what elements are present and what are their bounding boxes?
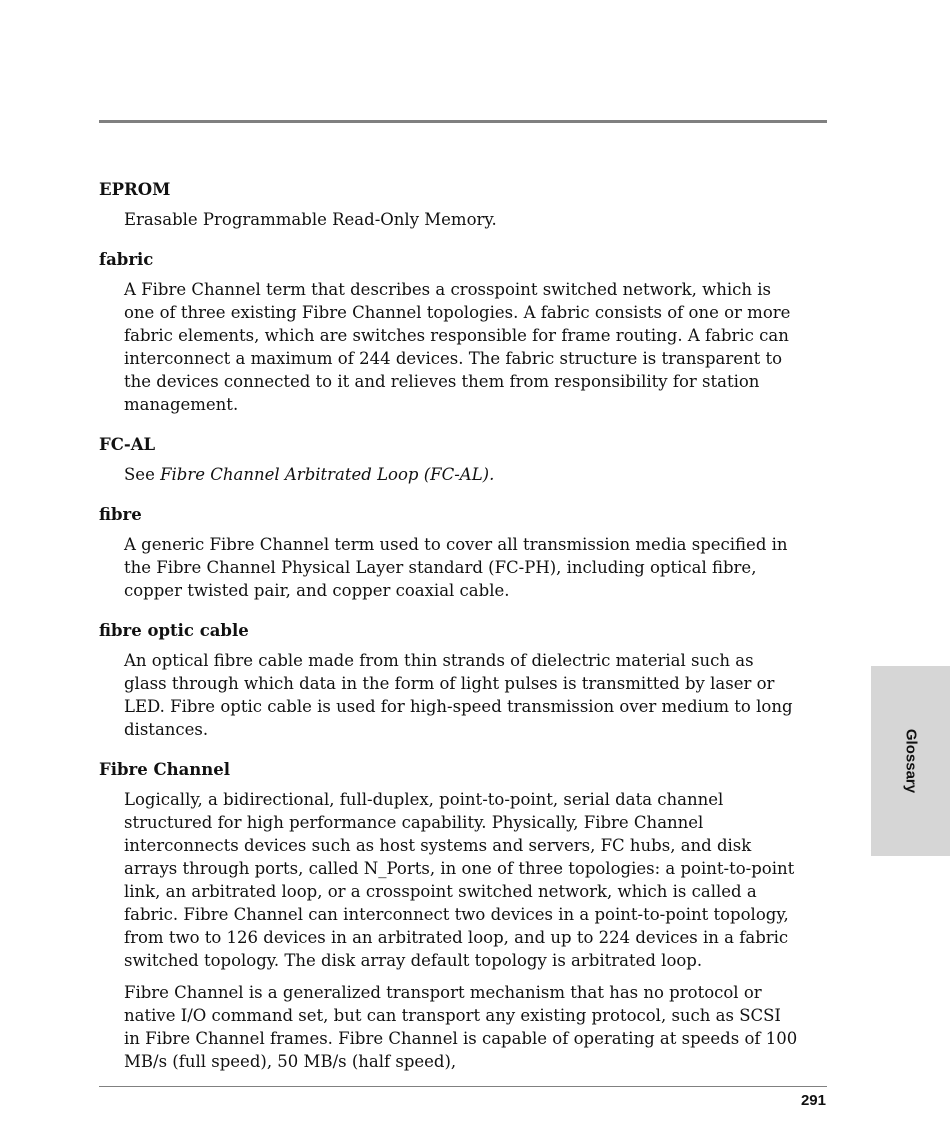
definition-paragraph: Fibre Channel is a generalized transport mechanism that has no protocol or native I/O command set, but can transport any existing protocol, such as SCSI in Fibre Channel frames. Fibre Channel is capable of operating at speeds of 100 MB/s (full speed), 50 MB/s (half speed),	[124, 983, 798, 1071]
glossary-term-eprom: EPROM	[99, 180, 171, 199]
glossary-content	[99, 178, 799, 1082]
section-tab-label: Glossary	[902, 728, 919, 794]
glossary-term-fibre: fibre	[99, 505, 142, 524]
glossary-section-tab[interactable]	[871, 666, 950, 856]
glossary-definition-fibre-channel	[124, 788, 799, 1073]
definition-paragraph: A generic Fibre Channel term used to cover all transmission media specified in the Fibre Channel Physical Layer standard (FC-PH), including optical fibre, copper twisted pair, and copper coaxial cable.	[124, 535, 788, 600]
glossary-term-fabric: fabric	[99, 250, 154, 269]
cross-reference: Fibre Channel Arbitrated Loop (FC-AL).	[160, 465, 495, 484]
footer-rule	[99, 1086, 827, 1087]
glossary-term-fibre-channel: Fibre Channel	[99, 760, 231, 779]
page-number: 291	[800, 1092, 826, 1109]
header-rule	[99, 120, 827, 123]
see-prefix: See	[124, 465, 161, 484]
glossary-definition-eprom	[124, 208, 799, 231]
glossary-definition-fibre	[124, 533, 799, 602]
glossary-definition-fc-al	[124, 463, 799, 486]
definition-paragraph: An optical fibre cable made from thin strands of dielectric material such as glass through which data in the form of light pulses is transmitted by laser or LED. Fibre optic cable is used for high-speed transmission over medium to long distances.	[124, 651, 793, 739]
glossary-definition-fabric	[124, 278, 799, 416]
definition-paragraph	[124, 463, 799, 486]
glossary-term-fibre-optic-cable: fibre optic cable	[99, 621, 249, 640]
definition-paragraph: A Fibre Channel term that describes a crosspoint switched network, which is one of three existing Fibre Channel topologies. A fabric consists of one or more fabric elements, which are switches responsible for frame routing. A fabric can interconnect a maximum of 244 devices. The fabric structure is transparent to the devices connected to it and relieves them from responsibility for station management.	[124, 280, 791, 414]
glossary-definition-fibre-optic-cable	[124, 649, 799, 741]
definition-paragraph: Logically, a bidirectional, full-duplex, point-to-point, serial data channel structured for high performance capability. Physically, Fibre Channel interconnects devices such as host systems and servers, FC hubs, and disk arrays through ports, called N_Ports, in one of three topologies: a point-to-point link, an arbitrated loop, or a crosspoint switched network, which is called a fabric. Fibre Channel can interconnect two devices in a point-to-point topology, from two to 126 devices in an arbitrated loop, and up to 224 devices in a fabric switched topology. The disk array default topology is arbitrated loop.	[124, 790, 795, 970]
glossary-term-fc-al: FC-AL	[99, 435, 156, 454]
definition-paragraph: Erasable Programmable Read-Only Memory.	[124, 210, 497, 229]
